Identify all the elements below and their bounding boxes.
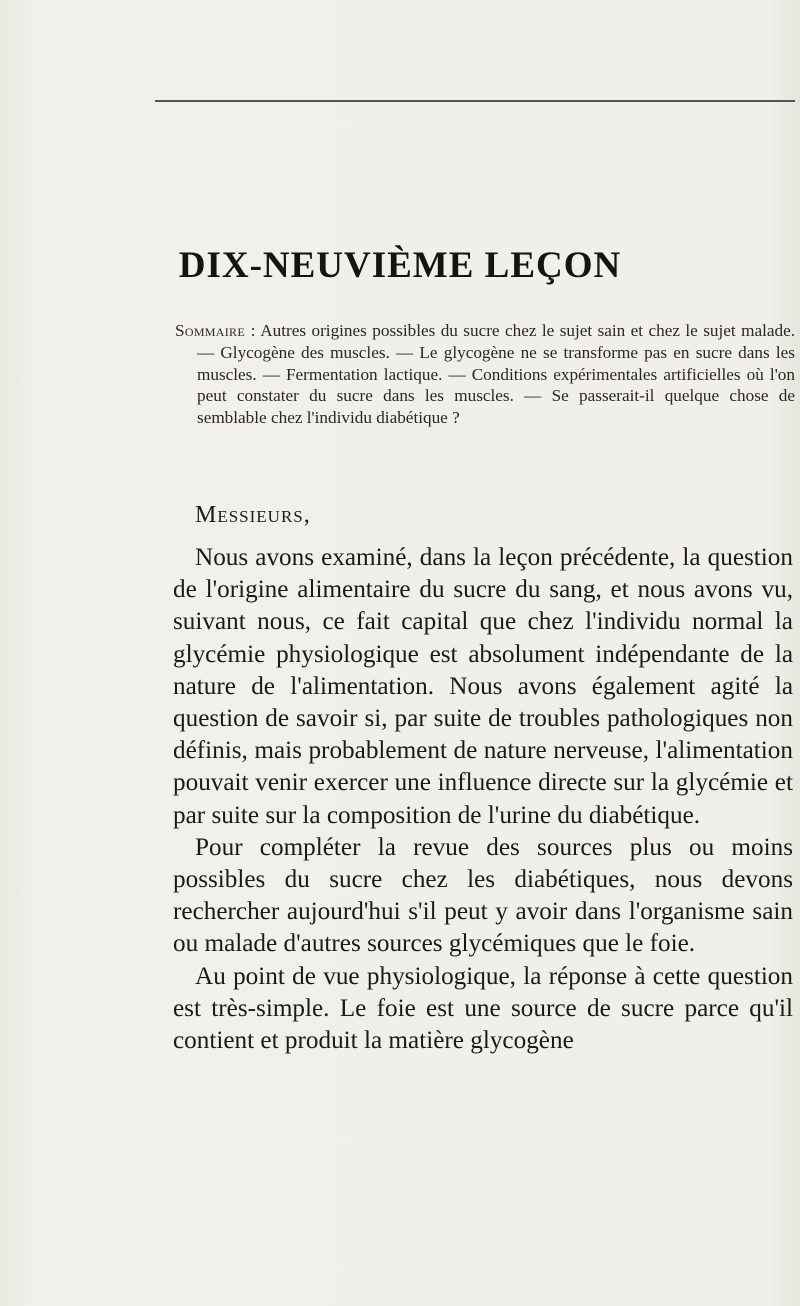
top-rule <box>155 100 795 102</box>
paragraph: Nous avons examiné, dans la leçon précédente, la question de l'origine alimentaire du sucre du sang, et nous avons vu, suivant nous, ce fait capital que chez l'individu normal la glycémie physiologique est absolument indépendante de la nature de l'alimentation. Nous avons également agité la question de savoir si, par suite de troubles pathologiques non définis, mais probablement de nature nerveuse, l'alimentation pouvait venir exercer une influence directe sur la glycémie et par suite sur la composition de l'urine du diabétique. <box>173 544 793 829</box>
paragraph: Pour compléter la revue des sources plus ou moins possibles du sucre chez les diabétiques, nous devons rechercher aujourd'hui s'il peut y avoir dans l'organisme sain ou malade d'autres sources glycémiques que le foie. <box>173 833 793 958</box>
salutation: Messieurs, <box>195 502 311 528</box>
chapter-summary <box>175 320 795 429</box>
paragraph: Au point de vue physiologique, la réponse à cette question est très-simple. Le foie est une source de sucre parce qu'il contient et produit la matière glycogène <box>173 962 793 1055</box>
summary-label: Sommaire : <box>175 321 256 340</box>
summary-text: Autres origines possibles du sucre chez le sujet sain et chez le sujet malade. — Glycogène des muscles. — Le glycogène ne se transforme pas en sucre dans les muscles. — Fermentation lactique. — Conditions expérimentales artificielles où l'on peut constater du sucre dans les muscles. — Se passerait-il quelque chose de semblable chez l'individu diabétique ? <box>197 321 795 428</box>
body-text <box>173 542 793 1057</box>
chapter-title: DIX-NEUVIÈME LEÇON <box>178 245 622 286</box>
